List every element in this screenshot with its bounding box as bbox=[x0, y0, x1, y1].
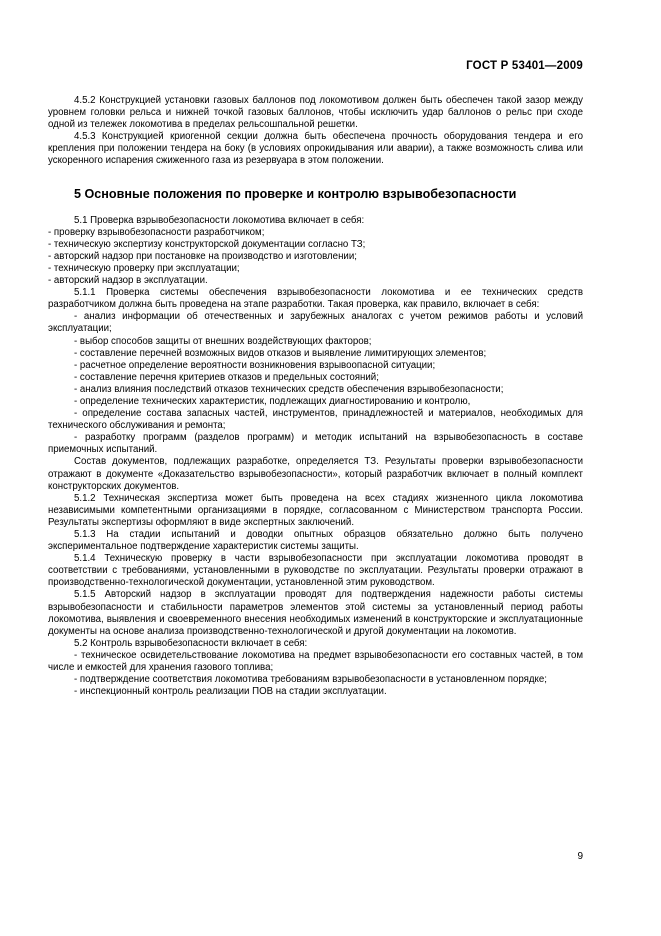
list-item: - выбор способов защиты от внешних воздействующих факторов; bbox=[74, 335, 372, 347]
paragraph-5-1-2: 5.1.2 Техническая экспертиза может быть проведена на всех стадиях жизненного цикла локомотива независимыми компетентными организациями в порядке, согласованном с Министерством транспорта России. Результаты экспертизы оформляют в виде экспертных заключений. bbox=[48, 492, 583, 528]
paragraph-5-2: 5.2 Контроль взрывобезопасности включает в себя: bbox=[74, 637, 308, 649]
paragraph-5-1-4: 5.1.4 Техническую проверку в части взрывобезопасности при эксплуатации локомотива проводят в соответствии с требованиями, установленными в руководстве по эксплуатации. Результаты проверки отражают в производственно-технологической документации, установленной этим руководством. bbox=[48, 553, 583, 589]
list-item: - техническую проверку при эксплуатации; bbox=[48, 262, 240, 274]
document-body bbox=[48, 95, 583, 698]
list-item: - разработку программ (разделов программ) и методик испытаний на взрывобезопасность в составе приемочных испытаний. bbox=[48, 432, 583, 456]
paragraph-5-1-1: 5.1.1 Проверка системы обеспечения взрывобезопасности локомотива и ее технических средств разработчиком должна быть проведена на этапе разработки. Такая проверка, как правило, включает в себя: bbox=[48, 287, 583, 311]
document-code: ГОСТ Р 53401—2009 bbox=[466, 60, 583, 72]
list-item: - составление перечня критериев отказов и предельных состояний; bbox=[74, 371, 379, 383]
list-item: - расчетное определение вероятности возникновения взрывоопасной ситуации; bbox=[74, 359, 436, 371]
paragraph-documents: Состав документов, подлежащих разработке, определяется ТЗ. Результаты проверки взрывобезопасности отражают в документе «Доказательство взрывобезопасности», который разработчик включает в полный комплект конструкторских документов. bbox=[48, 456, 583, 492]
list-item: - анализ влияния последствий отказов технических средств обеспечения взрывобезопасности; bbox=[74, 383, 504, 395]
list-item: - техническое освидетельствование локомотива на предмет взрывобезопасности его составных частей, в том числе и емкостей для хранения газового топлива; bbox=[48, 649, 583, 674]
list-item: - определение технических характеристик, подлежащих диагностированию и контролю, bbox=[74, 395, 471, 407]
list-item: - анализ информации об отечественных и зарубежных аналогах с учетом режимов работы и условий эксплуатации; bbox=[48, 311, 583, 335]
paragraph-5-1-5: 5.1.5 Авторский надзор в эксплуатации проводят для подтверждения надежности работы системы взрывобезопасности и стабильности параметров элементов этой системы за установленный период работы локомотива, выявления и своевременного внесения необходимых изменений в конструкторские и эксплуатационные документы на основе анализа производственно-технологической и другой документации на локомотив. bbox=[48, 589, 583, 637]
list-item: - авторский надзор в эксплуатации. bbox=[48, 275, 208, 287]
paragraph-5-1-3: 5.1.3 На стадии испытаний и доводки опытных образцов обязательно должно быть получено экспериментальное подтверждение характеристик системы защиты. bbox=[48, 529, 583, 553]
page-number: 9 bbox=[577, 851, 583, 862]
paragraph-4-5-2: 4.5.2 Конструкцией установки газовых баллонов под локомотивом должен быть обеспечен такой зазор между уровнем головки рельса и нижней точкой газовых баллонов, чтобы исключить удар баллонов о рельс при сходе одной из тележек локомотива в пределах рельсошпальной решетки. bbox=[48, 95, 583, 131]
list-item: - инспекционный контроль реализации ПОВ на стадии эксплуатации. bbox=[74, 686, 387, 698]
list-item: - техническую экспертизу конструкторской документации согласно ТЗ; bbox=[48, 238, 366, 250]
list-item: - подтверждение соответствия локомотива требованиям взрывобезопасности в установленном порядке; bbox=[74, 674, 547, 686]
list-item: - авторский надзор при постановке на производство и изготовлении; bbox=[48, 250, 357, 262]
list-item: - определение состава запасных частей, инструментов, принадлежностей и материалов, необходимых для технического обслуживания и ремонта; bbox=[48, 408, 583, 432]
section-title: 5 Основные положения по проверке и контролю взрывобезопасности bbox=[74, 186, 517, 201]
list-item: - проверку взрывобезопасности разработчиком; bbox=[48, 226, 265, 238]
paragraph-5-1: 5.1 Проверка взрывобезопасности локомотива включает в себя: bbox=[74, 214, 365, 226]
list-item: - составление перечней возможных видов отказов и выявление лимитирующих элементов; bbox=[74, 347, 487, 359]
paragraph-4-5-3: 4.5.3 Конструкцией криогенной секции должна быть обеспечена прочность оборудования тендера и его крепления при положении тендера на боку (в условиях опрокидывания или аварии), а также возможность слива или ускоренного испарения сжиженного газа из резервуара в этом положении. bbox=[48, 131, 583, 167]
